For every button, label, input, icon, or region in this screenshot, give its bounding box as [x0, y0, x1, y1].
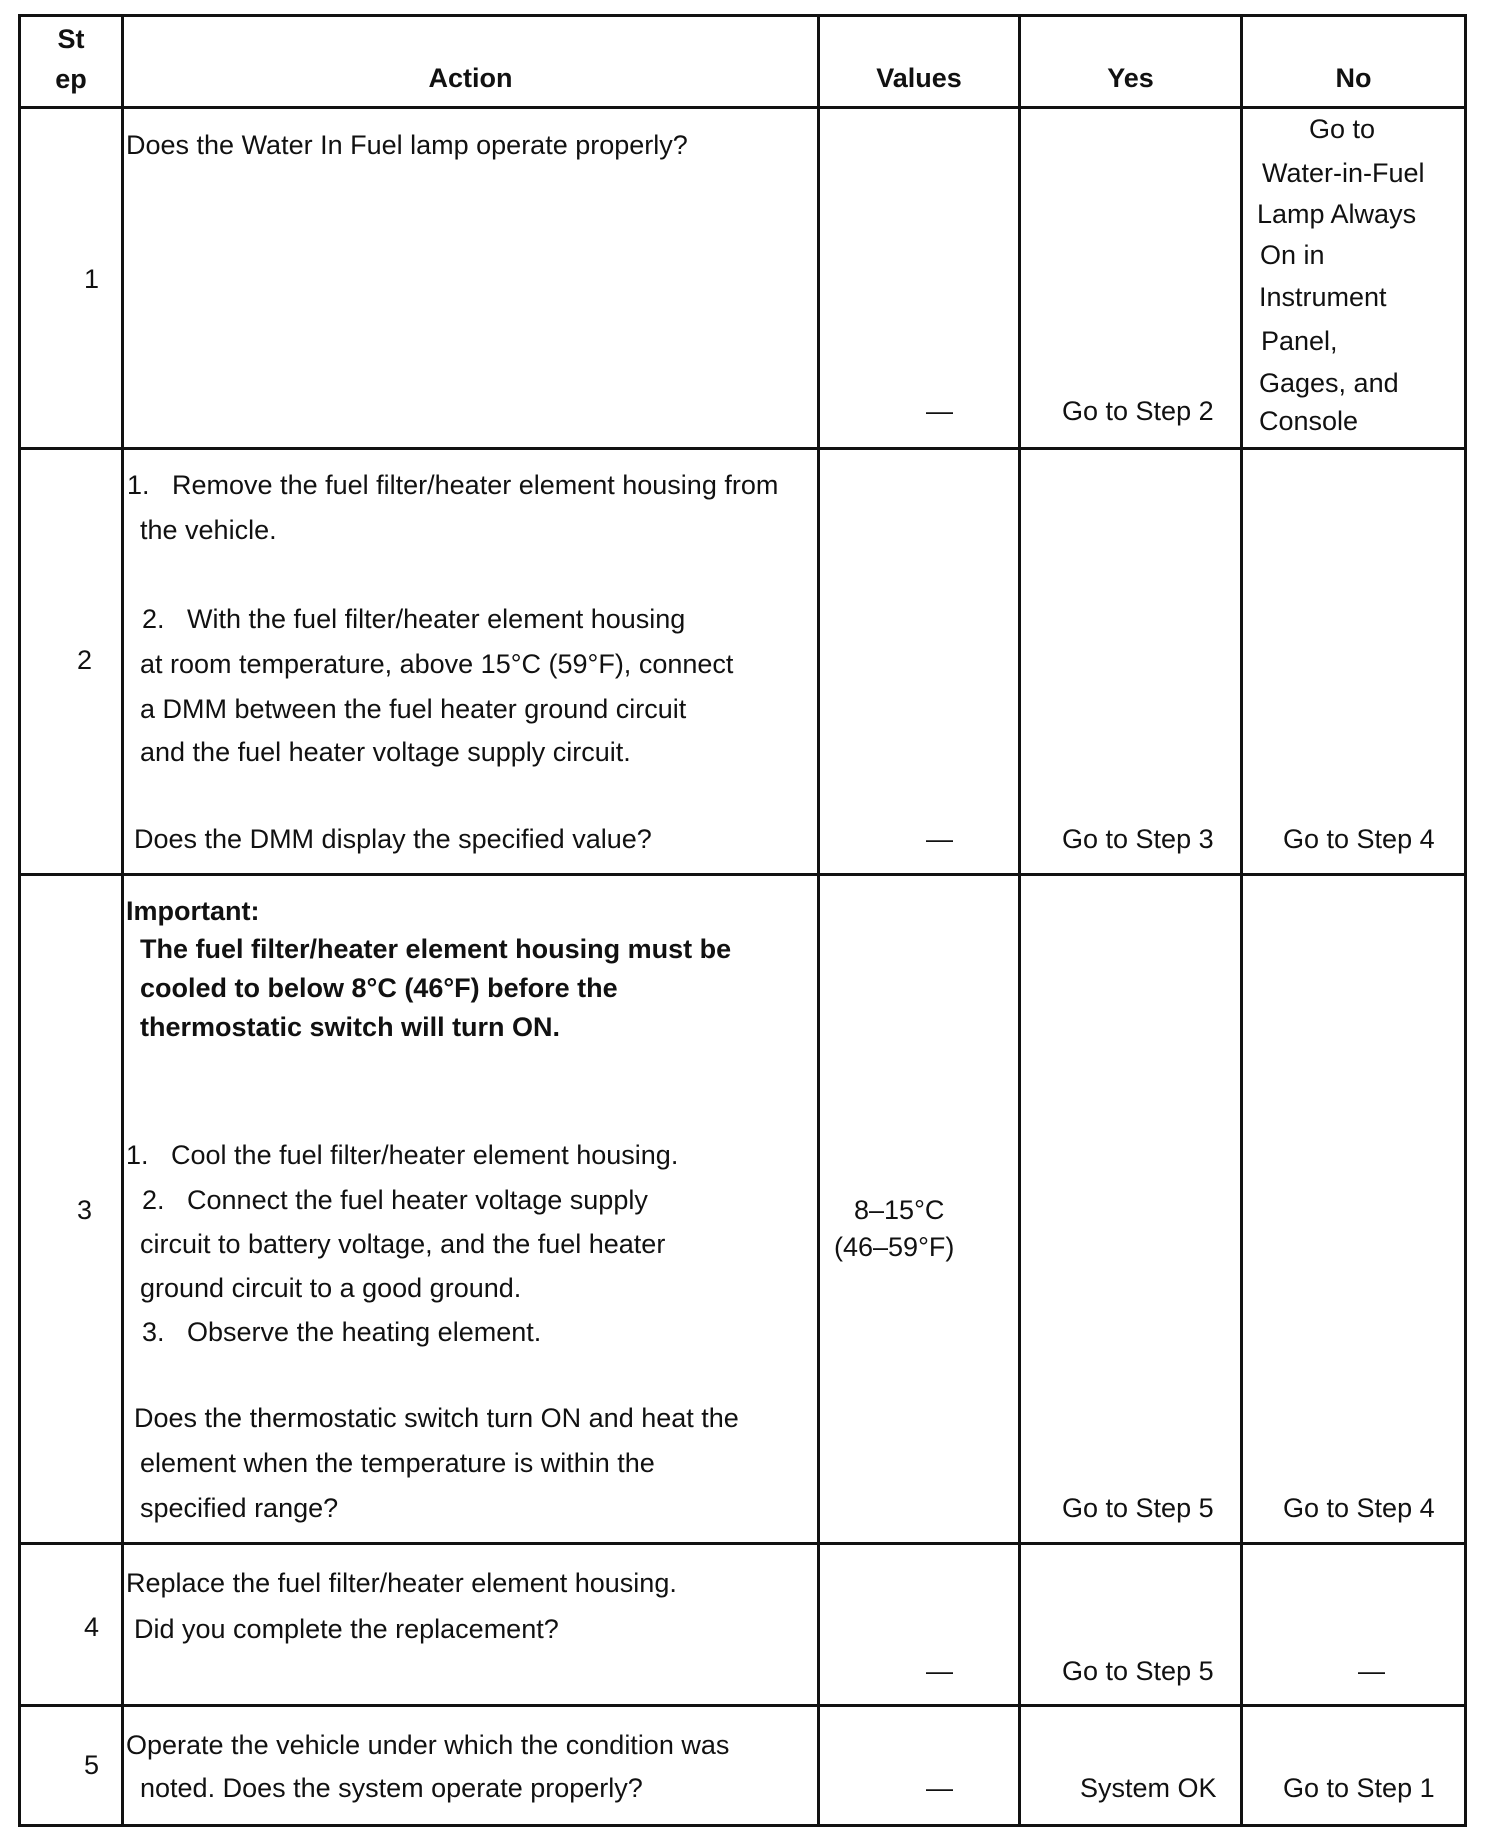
row-4-action-cell — [121, 1542, 820, 1707]
action-line: Does the Water In Fuel lamp operate properly? — [126, 130, 688, 160]
no-line: Water-in-Fuel — [1262, 158, 1425, 188]
no-line: Gages, and — [1259, 368, 1399, 398]
action-question: element when the temperature is within the — [140, 1448, 655, 1478]
row-1-values-cell — [817, 106, 1021, 450]
no-line: Panel, — [1261, 326, 1338, 356]
no-line: Go to Step 1 — [1283, 1773, 1435, 1803]
values-text: (46–59°F) — [834, 1232, 955, 1262]
step-number: 3 — [77, 1195, 93, 1225]
row-4-values-cell — [817, 1542, 1021, 1707]
important-text-line: thermostatic switch will turn ON. — [140, 1012, 561, 1042]
row-4-step-cell — [18, 1542, 124, 1707]
step-number: 2 — [77, 645, 93, 675]
no-line: Go to Step 4 — [1283, 824, 1435, 854]
row-4-yes-cell — [1018, 1542, 1243, 1707]
header-values-cell — [817, 14, 1021, 109]
important-text-line: cooled to below 8°C (46°F) before the — [140, 973, 618, 1003]
row-2-values-cell — [817, 447, 1021, 876]
action-line: 2. Connect the fuel heater voltage supply — [142, 1185, 648, 1215]
action-line: the vehicle. — [140, 515, 277, 545]
values-text: — — [926, 1656, 953, 1686]
header-action-cell — [121, 14, 820, 109]
action-question: specified range? — [140, 1493, 339, 1523]
step-number: 4 — [84, 1612, 100, 1642]
row-3-yes-cell — [1018, 873, 1243, 1545]
row-1-no-cell — [1240, 106, 1467, 450]
no-line: Lamp Always — [1257, 199, 1417, 229]
row-3-no-cell — [1240, 873, 1467, 1545]
header-step-label-line: ep — [55, 64, 87, 94]
row-3-values-cell — [817, 873, 1021, 1545]
no-line: Console — [1259, 406, 1359, 436]
header-step-cell — [18, 14, 124, 109]
values-text: — — [926, 1773, 953, 1803]
action-line: Operate the vehicle under which the condition was — [126, 1730, 730, 1760]
action-line: Replace the fuel filter/heater element housing. — [126, 1568, 677, 1598]
step-number: 1 — [84, 264, 100, 294]
no-line: On in — [1260, 240, 1325, 270]
row-2-action-cell — [121, 447, 820, 876]
action-line: 2. With the fuel filter/heater element housing — [142, 604, 686, 634]
action-question: noted. Does the system operate properly? — [140, 1773, 643, 1803]
action-line: 3. Observe the heating element. — [142, 1317, 542, 1347]
header-yes-cell — [1018, 14, 1243, 109]
action-line: at room temperature, above 15°C (59°F), connect — [140, 649, 734, 679]
yes-text: Go to Step 5 — [1062, 1656, 1214, 1686]
row-3-step-cell — [18, 873, 124, 1545]
yes-text: Go to Step 2 — [1062, 396, 1214, 426]
header-values-label: Values — [876, 63, 962, 93]
values-text: — — [926, 396, 953, 426]
row-3-action-cell — [121, 873, 820, 1545]
action-line: a DMM between the fuel heater ground circuit — [140, 694, 687, 724]
row-1-yes-cell — [1018, 106, 1243, 450]
row-1-step-cell — [18, 106, 124, 450]
important-text-line: The fuel filter/heater element housing must be — [140, 934, 732, 964]
values-text: — — [926, 824, 953, 854]
row-1-action-cell — [121, 106, 820, 450]
row-5-step-cell — [18, 1704, 124, 1827]
action-question: Did you complete the replacement? — [134, 1614, 559, 1644]
header-no-label: No — [1335, 63, 1372, 93]
action-question: Does the thermostatic switch turn ON and heat the — [134, 1403, 739, 1433]
row-2-no-cell — [1240, 447, 1467, 876]
row-5-yes-cell — [1018, 1704, 1243, 1827]
action-line: ground circuit to a good ground. — [140, 1273, 522, 1303]
yes-text: System OK — [1080, 1773, 1217, 1803]
header-yes-label: Yes — [1107, 63, 1154, 93]
no-line: Go to — [1309, 114, 1376, 144]
row-4-no-cell — [1240, 1542, 1467, 1707]
values-text: 8–15°C — [854, 1195, 945, 1225]
no-line: Instrument — [1259, 282, 1387, 312]
step-number: 5 — [84, 1750, 100, 1780]
row-2-step-cell — [18, 447, 124, 876]
row-5-values-cell — [817, 1704, 1021, 1827]
action-line: and the fuel heater voltage supply circuit. — [140, 737, 631, 767]
row-5-no-cell — [1240, 1704, 1467, 1827]
row-5-action-cell — [121, 1704, 820, 1827]
action-line: 1. Remove the fuel filter/heater element housing from — [127, 470, 779, 500]
yes-text: Go to Step 3 — [1062, 824, 1214, 854]
no-line: — — [1358, 1656, 1385, 1686]
header-step-label-line: St — [57, 24, 85, 54]
action-line: circuit to battery voltage, and the fuel heater — [140, 1229, 666, 1259]
yes-text: Go to Step 5 — [1062, 1493, 1214, 1523]
header-no-cell — [1240, 14, 1467, 109]
important-label: Important: — [126, 896, 260, 926]
action-line: 1. Cool the fuel filter/heater element housing. — [126, 1140, 679, 1170]
row-2-yes-cell — [1018, 447, 1243, 876]
no-line: Go to Step 4 — [1283, 1493, 1435, 1523]
action-question: Does the DMM display the specified value? — [134, 824, 652, 854]
header-action-label: Action — [428, 63, 513, 93]
